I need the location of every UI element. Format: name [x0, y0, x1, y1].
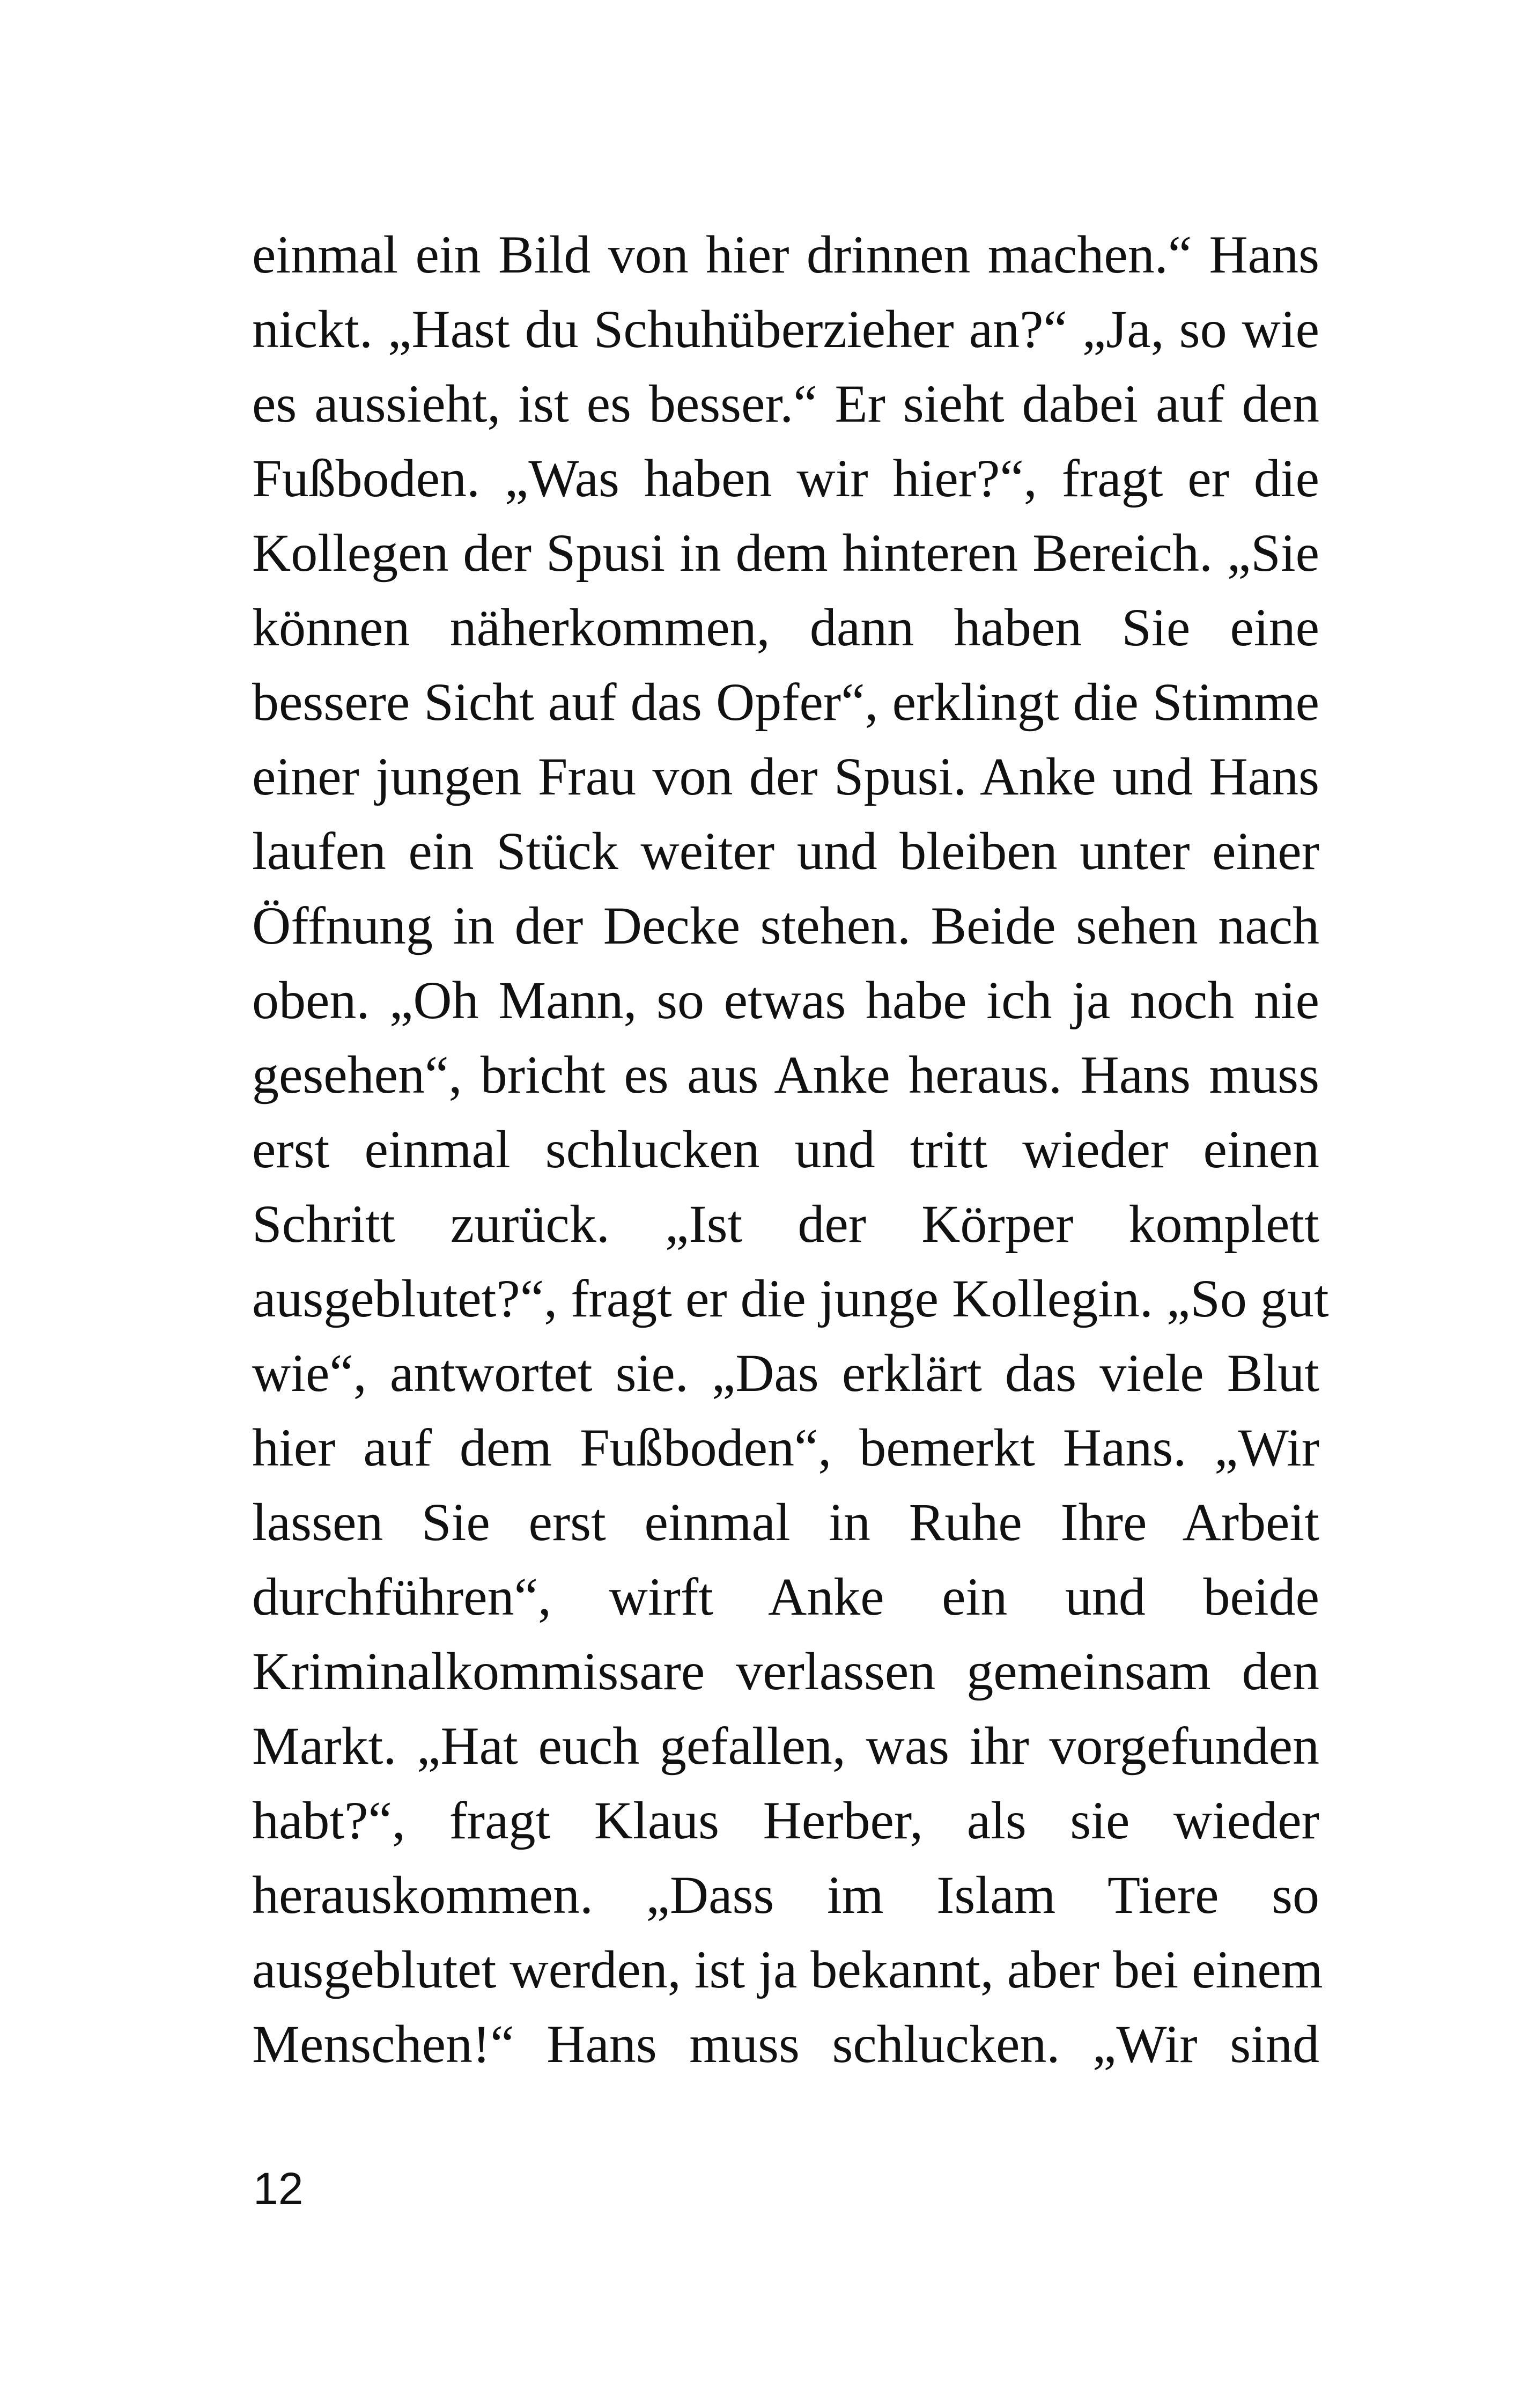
text-line: Kollegen der Spusi in dem hinteren Bereich. „Sie — [252, 523, 1319, 583]
text-line: gesehen“, bricht es aus Anke heraus. Hans muss — [252, 1045, 1319, 1104]
text-line: Kriminalkommissare verlassen gemeinsam den — [252, 1641, 1319, 1701]
text-line: nickt. „Hast du Schuhüberzieher an?“ „Ja, so wie — [252, 299, 1319, 359]
text-line: Öffnung in der Decke stehen. Beide sehen nach — [252, 896, 1319, 955]
text-line: einmal ein Bild von hier drinnen machen.“ Hans — [252, 225, 1319, 284]
text-line: habt?“, fragt Klaus Herber, als sie wieder — [252, 1791, 1319, 1850]
text-line: bessere Sicht auf das Opfer“, erklingt die Stimme — [252, 672, 1319, 732]
text-line: Fußboden. „Was haben wir hier?“, fragt er die — [252, 448, 1319, 508]
text-line: laufen ein Stück weiter und bleiben unter einer — [252, 821, 1319, 881]
text-line: ausgeblutet?“, fragt er die junge Kollegin. „So gut — [252, 1269, 1329, 1328]
text-line: Markt. „Hat euch gefallen, was ihr vorgefunden — [252, 1716, 1319, 1776]
text-line: erst einmal schlucken und tritt wieder einen — [252, 1120, 1319, 1179]
body-text — [252, 217, 1329, 2081]
text-line: es aussieht, ist es besser.“ Er sieht dabei auf den — [252, 374, 1319, 433]
text-line: herauskommen. „Dass im Islam Tiere so — [252, 1865, 1319, 1925]
text-line: hier auf dem Fußboden“, bemerkt Hans. „Wir — [252, 1418, 1319, 1477]
text-line: Schritt zurück. „Ist der Körper komplett — [252, 1194, 1319, 1254]
text-line: durchführen“, wirft Anke ein und beide — [252, 1567, 1319, 1626]
text-line: Menschen!“ Hans muss schlucken. „Wir sind — [252, 2014, 1319, 2074]
text-line: oben. „Oh Mann, so etwas habe ich ja noch nie — [252, 970, 1319, 1030]
text-line: wie“, antwortet sie. „Das erklärt das viele Blut — [252, 1343, 1319, 1403]
text-line: einer jungen Frau von der Spusi. Anke und Hans — [252, 747, 1319, 806]
page-number: 12 — [253, 2163, 304, 2214]
text-line: ausgeblutet werden, ist ja bekannt, aber bei einem — [252, 1940, 1323, 1999]
text-line: können näherkommen, dann haben Sie eine — [252, 598, 1319, 657]
text-line: lassen Sie erst einmal in Ruhe Ihre Arbeit — [252, 1492, 1319, 1552]
